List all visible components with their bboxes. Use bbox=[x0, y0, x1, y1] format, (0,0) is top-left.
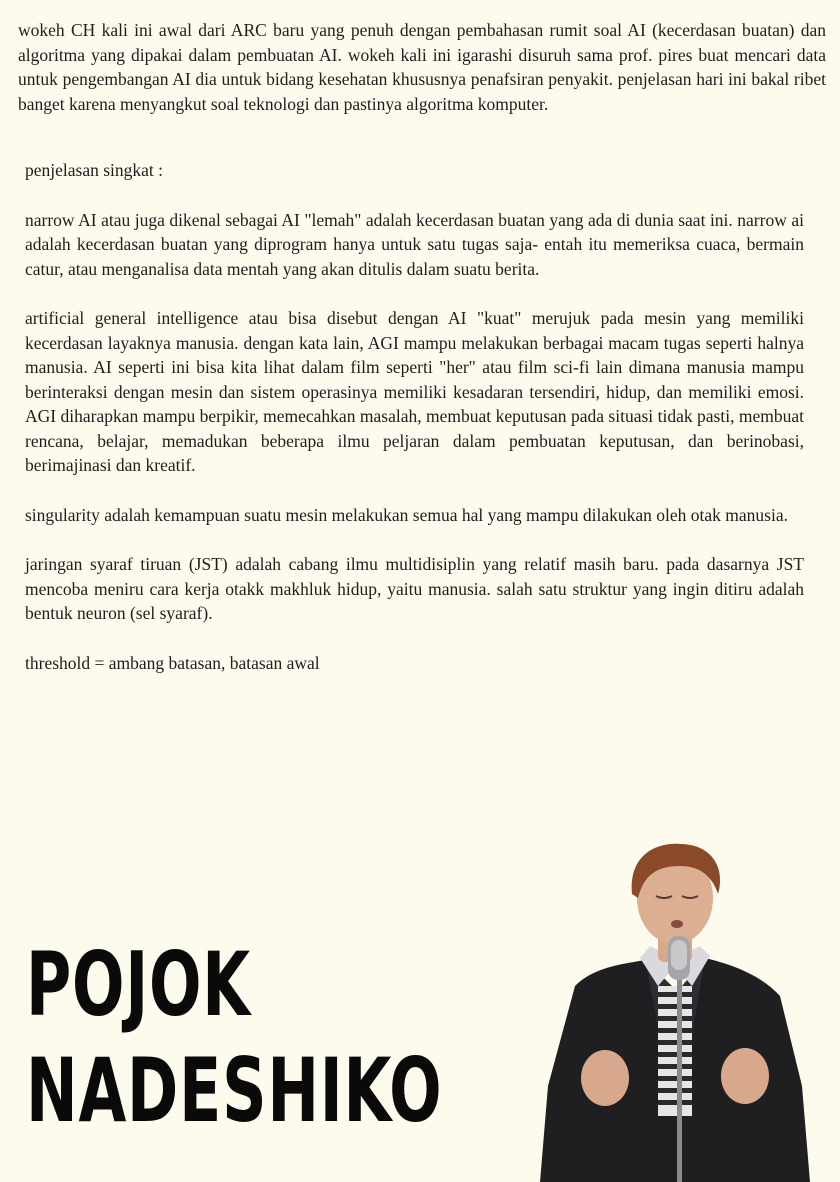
singularity-paragraph: singularity adalah kemampuan suatu mesin melakukan semua hal yang mampu dilakukan oleh otak manusia. bbox=[25, 504, 788, 525]
page-title bbox=[26, 932, 442, 1144]
singer-with-microphone-icon bbox=[540, 836, 810, 1182]
threshold-paragraph: threshold = ambang batasan, batasan awal bbox=[25, 652, 320, 673]
section-heading: penjelasan singkat : bbox=[25, 160, 164, 180]
agi-paragraph: artificial general intelligence atau bisa disebut dengan AI "kuat" merujuk pada mesin yang memiliki kecerdasan layaknya manusia. dengan kata lain, AGI mampu melakukan berbagai macam tugas seperti halnya manusia. AI seperti ini bisa kita lihat dalam film seperti "her" atau film sci-fi lain dimana manusia mampu berinteraksi dengan mesin dan sistem operasinya memiliki kesadaran tersendiri, hidup, dan memiliki emosi. AGI diharapkan mampu berpikir, memecahkan masalah, membuat keputusan pada situasi tidak pasti, membuat rencana, belajar, memadukan beberapa ilmu peljaran dalam pembuatan keputusan, dan berinobasi, berimajinasi dan kreatif. bbox=[25, 308, 804, 475]
jst-paragraph: jaringan syaraf tiruan (JST) adalah cabang ilmu multidisiplin yang relatif masih baru. pada dasarnya JST mencoba meniru cara kerja otakk makhluk hidup, yaitu manusia. salah satu struktur yang ingin ditiru adalah bentuk neuron (sel syaraf). bbox=[25, 554, 804, 623]
intro-paragraph: wokeh CH kali ini awal dari ARC baru yang penuh dengan pembahasan rumit soal AI (kecerdasan buatan) dan algoritma yang dipakai dalam pembuatan AI. wokeh kali ini igarashi disuruh sama prof. pires buat mencari data untuk pengembangan AI dia untuk bidang kesehatan khususnya penafsiran penyakit. penjelasan hari ini bakal ribet banget karena menyangkut soal teknologi dan pastinya algoritma komputer. bbox=[18, 20, 826, 114]
explanation-section bbox=[25, 158, 804, 700]
title-line-1: POJOK bbox=[26, 933, 251, 1036]
narrow-ai-paragraph: narrow AI atau juga dikenal sebagai AI "lemah" adalah kecerdasan buatan yang ada di dunia saat ini. narrow ai adalah kecerdasan buatan yang diprogram hanya untuk satu tugas saja- entah itu memeriksa cuaca, bermain catur, atau menganalisa data mentah yang akan ditulis dalam suatu berita. bbox=[25, 209, 804, 279]
title-line-2: NADESHIKO bbox=[26, 1039, 443, 1142]
